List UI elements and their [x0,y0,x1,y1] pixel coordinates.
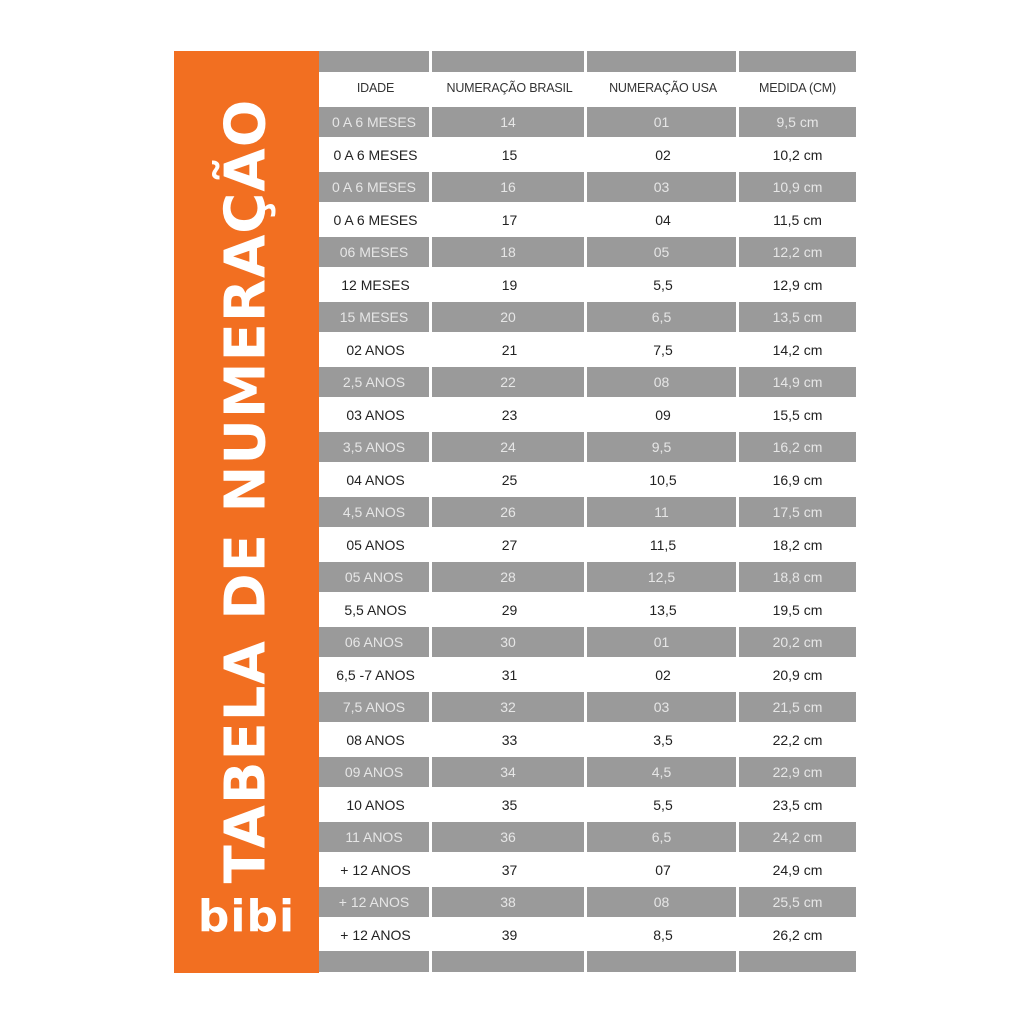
cell-numeracao-brasil: 25 [432,464,587,497]
cell-medida: 11,5 cm [739,204,856,237]
cell-numeracao-brasil: 23 [432,399,587,432]
cell-idade: 0 A 6 MESES [319,171,432,204]
table-row [319,724,856,757]
cell-numeracao-brasil: 16 [432,171,587,204]
cell-numeracao-brasil: 38 [432,886,587,919]
cell-numeracao-usa: 5,5 [587,789,739,822]
table-row [319,659,856,692]
cell-idade: 4,5 ANOS [319,496,432,529]
table-row [319,919,856,952]
table-row [319,561,856,594]
table-row [319,106,856,139]
cell-numeracao-brasil: 26 [432,496,587,529]
cell-medida: 24,2 cm [739,821,856,854]
cell-numeracao-usa: 03 [587,691,739,724]
cell-numeracao-brasil: 14 [432,106,587,139]
stripe-cell [587,51,739,72]
cell-idade: 10 ANOS [319,789,432,822]
cell-idade: 08 ANOS [319,724,432,757]
cell-medida: 9,5 cm [739,106,856,139]
stripe-cell [739,951,856,972]
cell-medida: 16,2 cm [739,431,856,464]
cell-idade: + 12 ANOS [319,919,432,952]
cell-numeracao-brasil: 27 [432,529,587,562]
cell-numeracao-brasil: 30 [432,626,587,659]
table-row [319,529,856,562]
cell-numeracao-brasil: 22 [432,366,587,399]
cell-numeracao-usa: 07 [587,854,739,887]
cell-idade: 3,5 ANOS [319,431,432,464]
cell-medida: 26,2 cm [739,919,856,952]
cell-idade: 05 ANOS [319,561,432,594]
cell-numeracao-brasil: 21 [432,334,587,367]
cell-idade: 05 ANOS [319,529,432,562]
table-row [319,366,856,399]
cell-numeracao-usa: 7,5 [587,334,739,367]
bottom-stripe [319,951,856,972]
orange-sidebar [174,51,319,973]
stripe-cell [319,51,432,72]
cell-numeracao-brasil: 24 [432,431,587,464]
cell-medida: 20,9 cm [739,659,856,692]
cell-numeracao-usa: 01 [587,626,739,659]
cell-numeracao-usa: 01 [587,106,739,139]
cell-numeracao-brasil: 39 [432,919,587,952]
table-row [319,431,856,464]
cell-idade: 03 ANOS [319,399,432,432]
cell-idade: 06 MESES [319,236,432,269]
cell-numeracao-usa: 05 [587,236,739,269]
cell-numeracao-usa: 09 [587,399,739,432]
table-row [319,139,856,172]
stripe-cell [587,951,739,972]
cell-medida: 21,5 cm [739,691,856,724]
table-row [319,789,856,822]
cell-idade: 0 A 6 MESES [319,204,432,237]
cell-numeracao-brasil: 31 [432,659,587,692]
cell-medida: 22,2 cm [739,724,856,757]
table-row [319,854,856,887]
cell-idade: 6,5 -7 ANOS [319,659,432,692]
cell-numeracao-usa: 6,5 [587,821,739,854]
stripe-cell [432,51,587,72]
cell-medida: 25,5 cm [739,886,856,919]
cell-numeracao-brasil: 19 [432,269,587,302]
cell-medida: 19,5 cm [739,594,856,627]
cell-medida: 18,8 cm [739,561,856,594]
header-numeracao-brasil: NUMERAÇÃO BRASIL [446,81,573,95]
cell-medida: 10,9 cm [739,171,856,204]
cell-numeracao-usa: 12,5 [587,561,739,594]
cell-idade: 0 A 6 MESES [319,139,432,172]
table-row [319,496,856,529]
table-row [319,236,856,269]
cell-numeracao-usa: 10,5 [587,464,739,497]
table-body [319,106,856,951]
cell-numeracao-brasil: 20 [432,301,587,334]
table-row [319,626,856,659]
cell-numeracao-usa: 02 [587,659,739,692]
cell-numeracao-usa: 04 [587,204,739,237]
table-row [319,334,856,367]
cell-idade: + 12 ANOS [319,854,432,887]
cell-idade: 04 ANOS [319,464,432,497]
table-row [319,691,856,724]
header-idade: IDADE [356,81,395,95]
cell-numeracao-usa: 08 [587,366,739,399]
table-row [319,269,856,302]
cell-numeracao-usa: 5,5 [587,269,739,302]
cell-idade: 0 A 6 MESES [319,106,432,139]
table-row [319,301,856,334]
stripe-cell [319,951,432,972]
cell-numeracao-brasil: 29 [432,594,587,627]
cell-numeracao-brasil: 32 [432,691,587,724]
cell-numeracao-usa: 11,5 [587,529,739,562]
stripe-cell [739,51,856,72]
cell-idade: 11 ANOS [319,821,432,854]
cell-medida: 12,9 cm [739,269,856,302]
cell-numeracao-brasil: 36 [432,821,587,854]
cell-medida: 13,5 cm [739,301,856,334]
table-row [319,171,856,204]
table-row [319,204,856,237]
table-row [319,886,856,919]
cell-numeracao-brasil: 33 [432,724,587,757]
cell-numeracao-usa: 8,5 [587,919,739,952]
cell-numeracao-brasil: 34 [432,756,587,789]
cell-numeracao-brasil: 28 [432,561,587,594]
cell-medida: 17,5 cm [739,496,856,529]
cell-medida: 14,9 cm [739,366,856,399]
cell-numeracao-usa: 03 [587,171,739,204]
cell-medida: 15,5 cm [739,399,856,432]
size-table [319,51,856,973]
cell-numeracao-usa: 3,5 [587,724,739,757]
cell-idade: 2,5 ANOS [319,366,432,399]
sidebar-title: TABELA DE NUMERAÇÃO [213,98,279,884]
cell-numeracao-usa: 6,5 [587,301,739,334]
cell-numeracao-usa: 13,5 [587,594,739,627]
table-row [319,464,856,497]
header-numeracao-usa: NUMERAÇÃO USA [609,81,717,95]
cell-numeracao-brasil: 37 [432,854,587,887]
cell-medida: 20,2 cm [739,626,856,659]
top-stripe [319,51,856,72]
cell-numeracao-brasil: 15 [432,139,587,172]
brand-logo: bibi [197,891,296,942]
cell-numeracao-usa: 9,5 [587,431,739,464]
cell-medida: 18,2 cm [739,529,856,562]
cell-medida: 23,5 cm [739,789,856,822]
cell-idade: 02 ANOS [319,334,432,367]
size-chart-card [174,51,856,973]
cell-numeracao-usa: 02 [587,139,739,172]
cell-idade: 09 ANOS [319,756,432,789]
table-row [319,821,856,854]
cell-medida: 22,9 cm [739,756,856,789]
cell-numeracao-usa: 08 [587,886,739,919]
cell-numeracao-usa: 11 [587,496,739,529]
cell-numeracao-brasil: 18 [432,236,587,269]
table-row [319,399,856,432]
cell-idade: 15 MESES [319,301,432,334]
cell-idade: 7,5 ANOS [319,691,432,724]
cell-numeracao-usa: 4,5 [587,756,739,789]
cell-medida: 14,2 cm [739,334,856,367]
cell-idade: 06 ANOS [319,626,432,659]
cell-medida: 24,9 cm [739,854,856,887]
table-row [319,594,856,627]
cell-numeracao-brasil: 17 [432,204,587,237]
cell-idade: + 12 ANOS [319,886,432,919]
table-row [319,756,856,789]
table-header [319,72,856,106]
cell-medida: 10,2 cm [739,139,856,172]
cell-idade: 12 MESES [319,269,432,302]
cell-medida: 16,9 cm [739,464,856,497]
stripe-cell [432,951,587,972]
header-medida: MEDIDA (CM) [759,81,836,95]
cell-medida: 12,2 cm [739,236,856,269]
cell-numeracao-brasil: 35 [432,789,587,822]
cell-idade: 5,5 ANOS [319,594,432,627]
